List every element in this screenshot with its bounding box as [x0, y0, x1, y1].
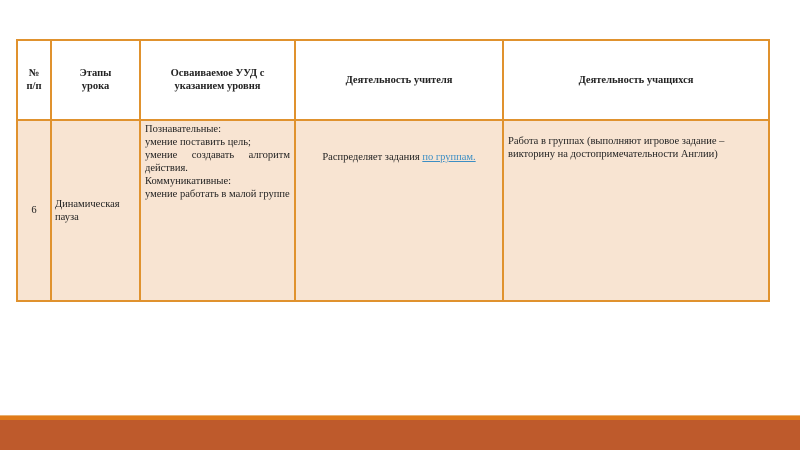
row-number: 6	[17, 120, 51, 301]
row-teacher	[295, 120, 503, 301]
uud-line: умение работать в малой группе	[145, 189, 290, 200]
students-text: Работа в группах (выполняют игровое задание – викторину на достопримечательности Англии)	[508, 136, 725, 160]
header-number: № п/п	[17, 40, 51, 120]
table-row	[17, 120, 769, 301]
row-uud	[140, 120, 295, 301]
header-stage: Этапы урока	[51, 40, 140, 120]
header-uud: Осваиваемое УУД с указанием уровня	[140, 40, 295, 120]
uud-line: Коммуникативные:	[145, 176, 232, 187]
uud-line: умение создавать алгоритм действия.	[145, 150, 290, 174]
lesson-table	[16, 39, 770, 302]
header-teacher: Деятельность учителя	[295, 40, 503, 120]
row-students	[503, 120, 769, 301]
stage-text: Динамическая пауза	[55, 198, 120, 223]
uud-line: Познавательные:	[145, 124, 221, 135]
uud-line: умение поставить цель;	[145, 137, 251, 148]
row-stage	[51, 120, 140, 301]
footer-band	[0, 420, 800, 450]
header-students: Деятельность учащихся	[503, 40, 769, 120]
groups-link[interactable]: по группам.	[422, 152, 476, 163]
table-header-row	[17, 40, 769, 120]
teacher-text: Распределяет задания	[322, 152, 423, 163]
